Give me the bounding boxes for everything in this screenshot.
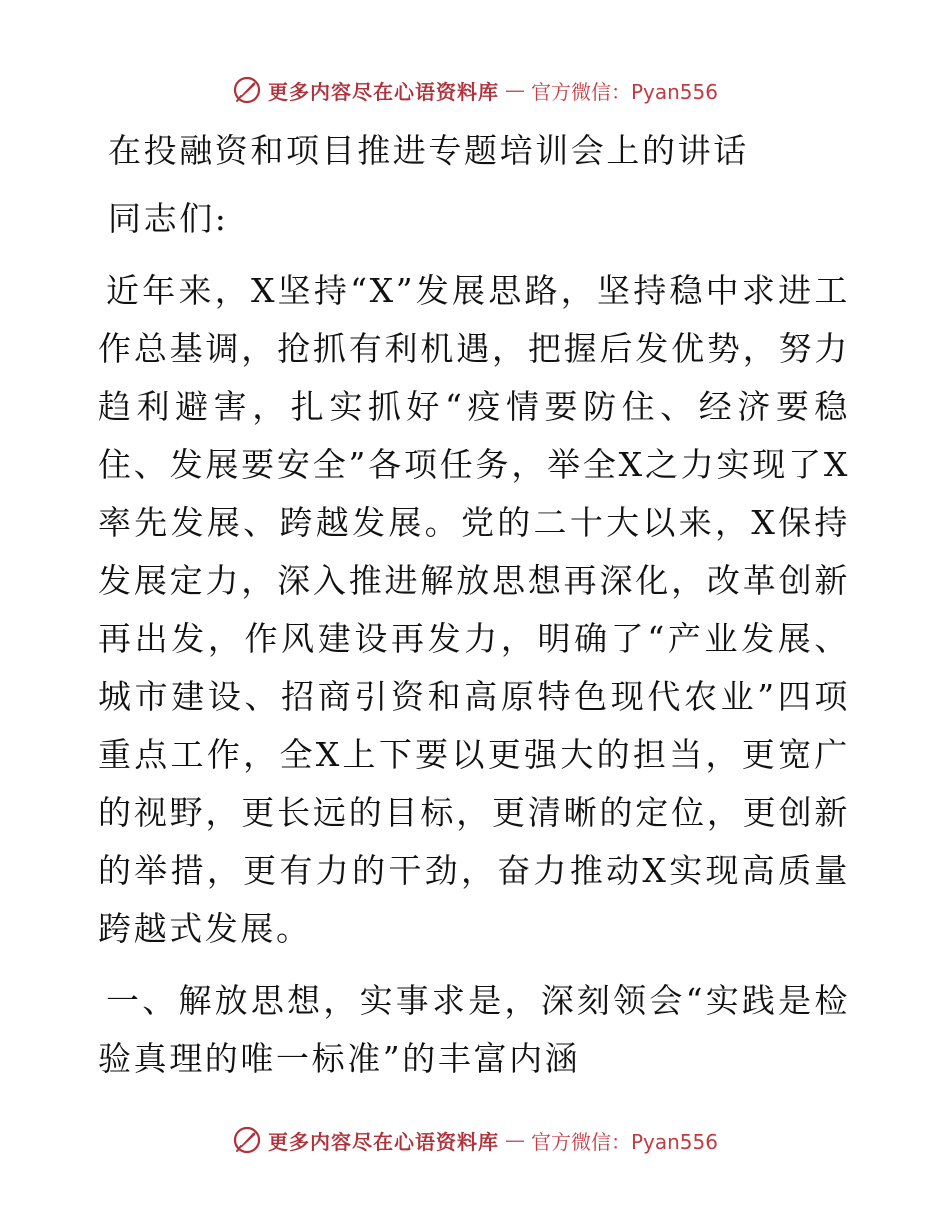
watermark-contact: 官方微信：Pyan556 bbox=[530, 79, 718, 104]
watermark-separator: — bbox=[504, 78, 525, 102]
paragraph: 近年来，X坚持“X”发展思路，坚持稳中求进工作总基调，抢抓有利机遇，把握后发优势，努力趋利避害，扎实抓好“疫情要防住、经济要稳住、发展要安全”各项任务，举全X之力实现了X率先发展、跨越发展。党的二十大以来，X保持发展定力，深入推进解放思想再深化，改革创新再出发，作风建设再发力，明确了“产业发展、城市建设、招商引资和高原特色现代农业”四项重点工作，全X上下要以更强大的担当，更宽广的视野，更长远的目标，更清晰的定位，更创新的举措，更有力的干劲，奋力推动X实现高质量跨越式发展。 bbox=[98, 271, 850, 948]
feather-pen-logo-icon bbox=[232, 75, 262, 105]
watermark-text: 更多内容尽在心语资料库 bbox=[267, 1129, 499, 1154]
greeting: 同志们: bbox=[108, 199, 229, 238]
document-title: 在投融资和项目推进专题培训会上的讲话 bbox=[108, 131, 749, 170]
section-heading: 一、解放思想，实事求是，深刻领会“实践是检验真理的唯一标准”的丰富内涵 bbox=[98, 981, 850, 1078]
feather-pen-logo-icon bbox=[232, 1125, 262, 1155]
watermark-text: 更多内容尽在心语资料库 bbox=[267, 79, 499, 104]
watermark-contact: 官方微信：Pyan556 bbox=[530, 1129, 718, 1154]
watermark-separator: — bbox=[504, 1128, 525, 1152]
watermark-header bbox=[0, 70, 950, 110]
watermark-footer bbox=[0, 1120, 950, 1160]
document-body bbox=[98, 122, 850, 1088]
